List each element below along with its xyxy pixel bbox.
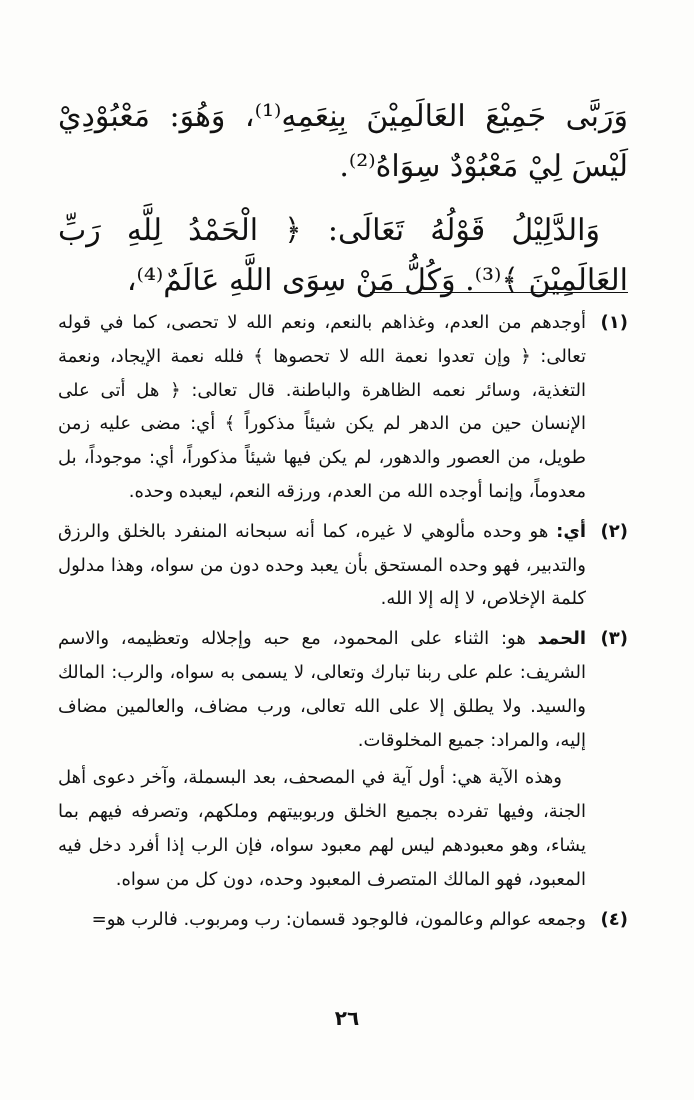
footnote-4 <box>58 903 628 937</box>
footnote-2 <box>58 515 628 616</box>
footnote-divider <box>370 292 628 293</box>
footnote-text: هو وحده مألوهي لا غيره، كما أنه سبحانه المنفرد بالخلق والرزق والتدبير، فهو وحده المستحق بأن يعبد وحده دون من سواه، وهذا مدلول كلمة الإخلاص، لا إله إلا الله. <box>58 520 586 610</box>
footnote-text: وجمعه عوالم وعالمون، فالوجود قسمان: رب ومربوب. فالرب هو= <box>91 908 586 930</box>
main-text <box>58 92 628 306</box>
footnote-lead: الحمد <box>537 628 586 650</box>
footnote-number: (٤) <box>600 908 628 930</box>
footnote-number: (٣) <box>600 628 628 650</box>
footnote-text: هو: الثناء على المحمود، مع حبه وإجلاله وتعظيمه، والاسم الشريف: علم على ربنا تبارك وتعالى، لا يسمى به سواه، والرب: المالك والسيد. ولا يطلق إلا على الله تعالى، ورب مضاف، والعالمين مضاف إليه، والمراد: جميع المخلوقات. <box>58 628 586 751</box>
footnotes <box>58 306 628 942</box>
footnote-number: (١) <box>600 312 628 333</box>
footnote-lead: أي: <box>556 520 586 542</box>
footnote-number: (٢) <box>600 520 628 542</box>
footnote-1 <box>58 306 628 509</box>
main-text-line-2: وَالدَّلِيْلُ قَوْلُهُ تَعَالَى: ﴿ الْحَمْدُ لِلَّهِ رَبِّ العَالَمِيْنَ ﴾⁽³⁾. وَكُلُّ مَنْ سِوَى اللَّهِ عَالَمٌ⁽⁴⁾، <box>58 213 628 298</box>
footnote-paragraph: وهذه الآية هي: أول آية في المصحف، بعد البسملة، وآخر دعوى أهل الجنة، وفيها تفرده بجميع الخلق وربوبيتهم وملكهم، وتصرفه فيهم بما يشاء، وهو معبودهم ليس لهم معبود سواه، فإن الرب إذا أفرد دخل فيه المعبود، فهو المالك المتصرف المعبود وحده، دون كل من سواه. <box>58 767 586 890</box>
footnote-text: أوجدهم من العدم، وغذاهم بالنعم، ونعم الله لا تحصى، كما في قوله تعالى: ﴿ وإن تعدوا نعمة الله لا تحصوها ﴾ فلله نعمة الإيجاد، ونعمة التغذية، وسائر نعمه الظاهرة والباطنة. قال تعالى: ﴿ هل أتى على الإنسان حين من الدهر لم يكن شيئاً مذكوراً ﴾ أي: مضى عليه زمن طويل، من العصور والدهور، لم يكن فيها شيئاً مذكوراً، أي: موجوداً، بل معدوماً، وإنما أوجده الله من العدم، ورزقه النعم، ليعبده وحده. <box>58 312 586 502</box>
page-number: ٢٦ <box>334 1006 360 1030</box>
footnote-3 <box>58 622 628 896</box>
main-text-line-1: وَرَبَّى جَمِيْعَ العَالَمِيْنَ بِنِعَمِهِ⁽¹⁾، وَهُوَ: مَعْبُوْدِيْ لَيْسَ لِيْ مَعْبُوْدٌ سِوَاهُ⁽²⁾. <box>58 99 628 184</box>
